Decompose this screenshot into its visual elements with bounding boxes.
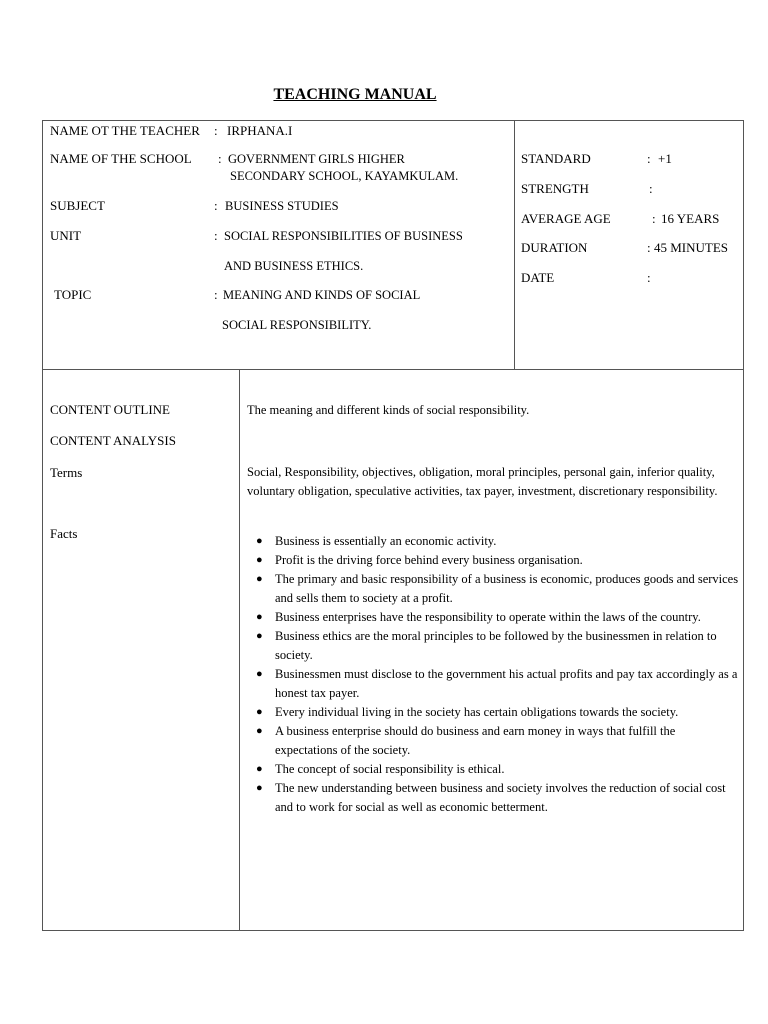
list-item [247,627,739,665]
unit-label: UNIT [50,228,82,243]
header-divider [514,121,515,369]
document-title: TEACHING MANUAL [273,86,437,103]
bullet-icon: ● [256,668,263,680]
school-name-value-line2: SECONDARY SCHOOL, KAYAMKULAM. [230,169,459,183]
list-item [247,570,739,608]
separator: : [647,270,651,285]
fact-text: Business enterprises have the responsibility to operate within the laws of the country. [275,610,701,624]
content-box [42,369,744,931]
separator: : [214,123,218,138]
fact-text: Business is essentially an economic activity. [275,534,497,548]
list-item [247,722,739,760]
school-name-label: NAME OF THE SCHOOL [50,151,192,166]
fact-text: Every individual living in the society has certain obligations towards the society. [275,705,679,719]
subject-value: BUSINESS STUDIES [225,199,339,213]
list-item [247,665,739,703]
date-label: DATE [521,270,555,285]
separator: : [214,228,218,243]
fact-text: The concept of social responsibility is ethical. [275,762,505,776]
fact-text: A business enterprise should do business and earn money in ways that fulfill the expectations of the society. [275,724,676,757]
average-age-value: 16 YEARS [661,211,720,226]
separator: : [652,211,656,226]
average-age-label: AVERAGE AGE [521,211,611,226]
bullet-icon: ● [256,706,263,718]
teacher-name-label: NAME OT THE TEACHER [50,123,200,138]
bullet-icon: ● [256,782,263,794]
content-divider [239,370,240,930]
fact-text: Business ethics are the moral principles to be followed by the businessmen in relation to society. [275,629,717,662]
unit-value-line2: AND BUSINESS ETHICS. [224,259,364,273]
duration-label: DURATION [521,240,588,255]
unit-value-line1: SOCIAL RESPONSIBILITIES OF BUSINESS [224,229,463,243]
separator: : [214,287,218,302]
bullet-icon: ● [256,535,263,547]
subject-label: SUBJECT [50,198,105,213]
separator: : [647,151,651,166]
bullet-icon: ● [256,725,263,737]
bullet-icon: ● [256,554,263,566]
separator: : [214,198,218,213]
content-analysis-label: CONTENT ANALYSIS [50,433,176,448]
content-outline-label: CONTENT OUTLINE [50,402,170,417]
list-item [247,532,739,551]
topic-value-line1: MEANING AND KINDS OF SOCIAL [223,288,421,302]
standard-label: STANDARD [521,151,591,166]
list-item [247,608,739,627]
duration-value: 45 MINUTES [654,240,729,255]
list-item [247,760,739,779]
topic-value-line2: SOCIAL RESPONSIBILITY. [222,318,372,332]
terms-label: Terms [50,465,83,480]
topic-label: TOPIC [54,287,92,302]
list-item [247,551,739,570]
bullet-icon: ● [256,573,263,585]
bullet-icon: ● [256,611,263,623]
header-info-box [42,120,744,370]
bullet-icon: ● [256,763,263,775]
fact-text: The new understanding between business and society involves the reduction of social cost and to work for social as well as economic betterment. [275,781,726,814]
teacher-name-value: IRPHANA.I [227,123,293,138]
standard-value: +1 [658,151,672,166]
fact-text: The primary and basic responsibility of a business is economic, produces goods and services and sells them to society at a profit. [275,572,739,605]
terms-text: Social, Responsibility, objectives, obligation, moral principles, personal gain, inferior quality, voluntary obligation, speculative activities, tax payer, investment, discretionary responsibility. [247,465,718,498]
strength-label: STRENGTH [521,181,589,196]
facts-list [247,532,739,817]
separator: : [647,240,651,255]
separator: : [649,181,653,196]
school-name-value-line1: GOVERNMENT GIRLS HIGHER [228,152,405,166]
content-outline-text: The meaning and different kinds of social responsibility. [247,403,530,417]
list-item [247,703,739,722]
fact-text: Profit is the driving force behind every business organisation. [275,553,583,567]
list-item [247,779,739,817]
fact-text: Businessmen must disclose to the government his actual profits and pay tax accordingly as a honest tax payer. [275,667,738,700]
facts-label: Facts [50,526,78,541]
separator: : [218,151,222,166]
bullet-icon: ● [256,630,263,642]
